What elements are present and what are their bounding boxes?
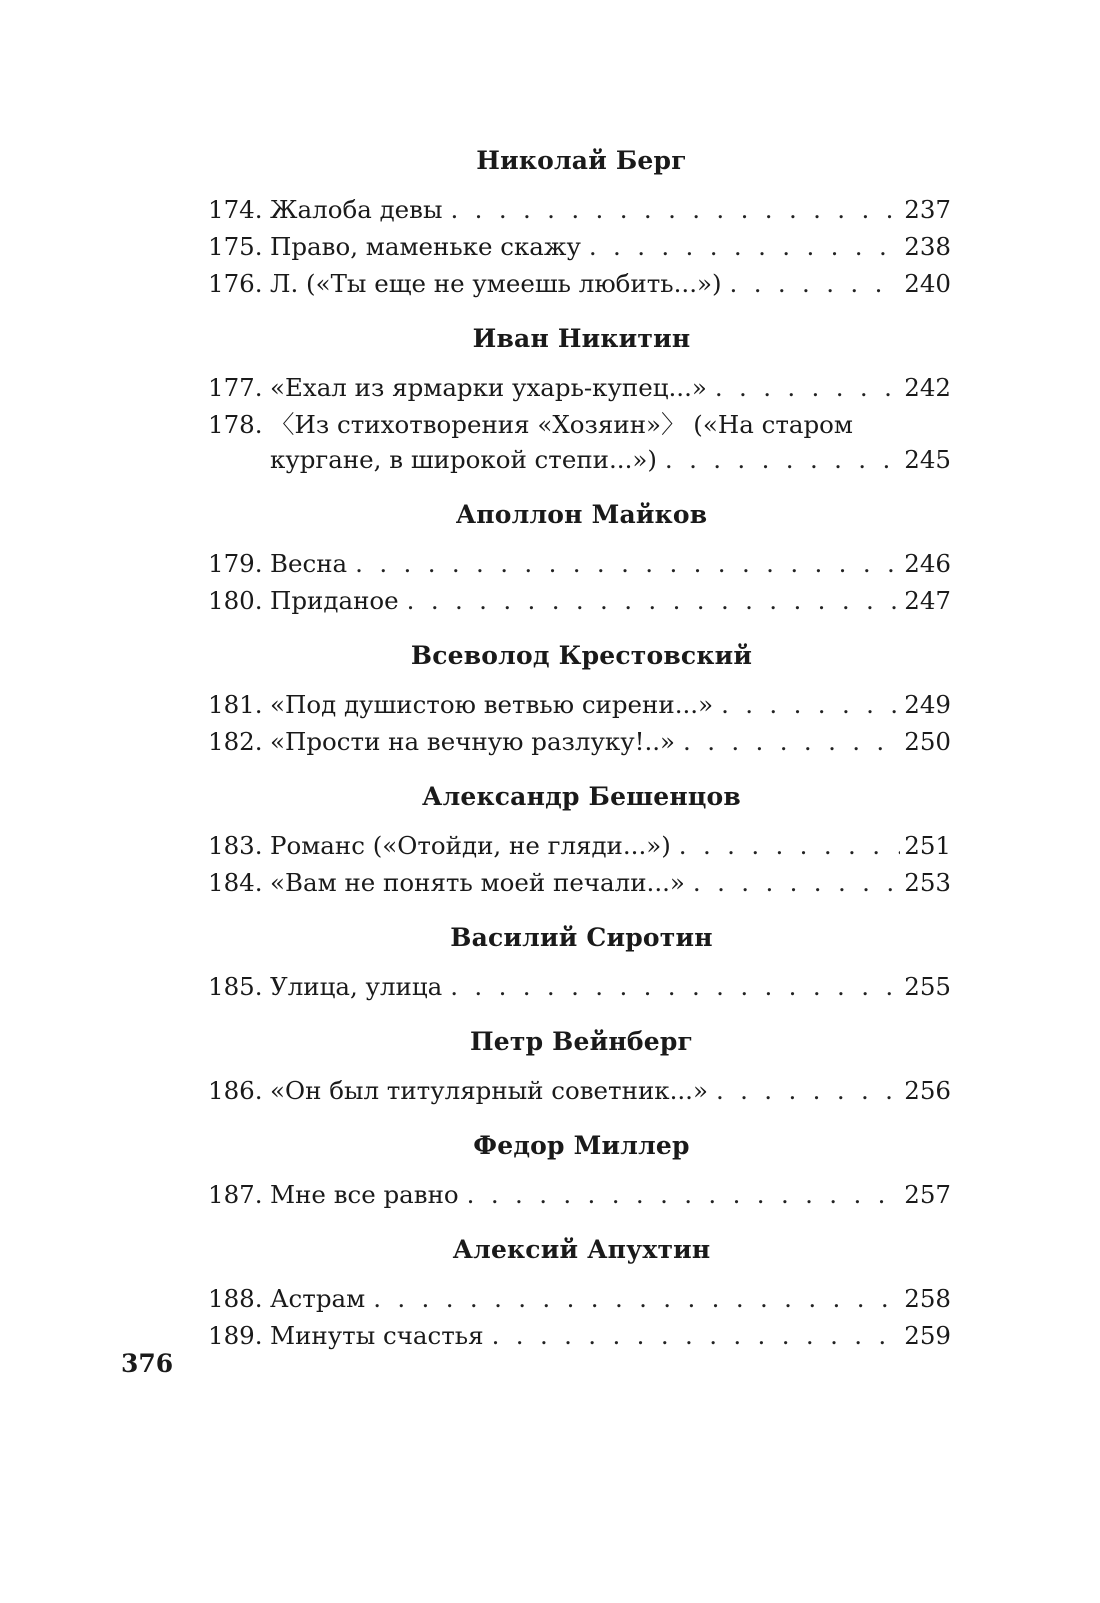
entry-title: «Он был титулярный советник...» <box>270 1076 708 1105</box>
toc-entry[interactable] <box>208 191 951 228</box>
entry-page-number: 251 <box>904 831 951 860</box>
author-heading: Василий Сиротин <box>450 923 713 952</box>
toc-entry[interactable] <box>208 864 951 901</box>
toc-entry[interactable] <box>208 1072 951 1109</box>
toc-entry[interactable] <box>208 827 951 864</box>
author-heading: Федор Миллер <box>473 1131 690 1160</box>
dot-leader <box>373 1280 900 1317</box>
entry-title: «Под душистою ветвью сирени...» <box>270 690 714 719</box>
entry-page-number: 240 <box>904 269 951 298</box>
entry-title: Романс («Отойди, не гляди...») <box>270 831 671 860</box>
dot-leader <box>715 369 900 406</box>
dot-leader <box>467 1176 901 1213</box>
toc-section <box>208 497 951 619</box>
entry-page-number: 245 <box>904 445 951 474</box>
entry-number: 175. <box>208 232 263 261</box>
toc-entry[interactable] <box>208 582 951 619</box>
entry-title: Улица, улица <box>270 972 443 1001</box>
entry-title: «Прости на вечную разлуку!..» <box>270 727 676 756</box>
author-heading: Алексий Апухтин <box>452 1235 711 1264</box>
entry-page-number: 247 <box>904 586 951 615</box>
toc-section <box>208 1128 951 1213</box>
entry-number: 185. <box>208 972 263 1001</box>
entry-title: «Ехал из ярмарки ухарь-купец...» <box>270 373 707 402</box>
toc-entry[interactable] <box>208 228 951 265</box>
dot-leader <box>730 265 901 302</box>
dot-leader <box>683 723 900 760</box>
entry-page-number: 250 <box>904 727 951 756</box>
table-of-contents <box>208 143 951 1354</box>
entry-page-number: 249 <box>904 690 951 719</box>
dot-leader <box>450 191 900 228</box>
entry-page-number: 238 <box>904 232 951 261</box>
entry-page-number: 259 <box>904 1321 951 1350</box>
toc-entry[interactable] <box>208 723 951 760</box>
toc-entry[interactable] <box>208 968 951 1005</box>
entry-title: «Вам не понять моей печали...» <box>270 868 685 897</box>
entry-page-number: 253 <box>904 868 951 897</box>
entry-page-number: 242 <box>904 373 951 402</box>
toc-entry[interactable] <box>208 1317 951 1354</box>
page-number: 376 <box>121 1349 174 1378</box>
dot-leader <box>721 686 900 723</box>
dot-leader <box>679 827 900 864</box>
author-heading: Александр Бешенцов <box>422 782 741 811</box>
dot-leader <box>492 1317 901 1354</box>
dot-leader <box>716 1072 900 1109</box>
entry-number: 178. <box>208 410 263 439</box>
entry-title: Жалоба девы <box>270 195 443 224</box>
author-heading: Всеволод Крестовский <box>410 641 753 670</box>
toc-section <box>208 779 951 901</box>
entry-title: Право, маменьке скажу <box>270 232 581 261</box>
entry-title: Весна <box>270 549 348 578</box>
toc-section <box>208 920 951 1005</box>
toc-section <box>208 321 951 478</box>
entry-page-number: 237 <box>904 195 951 224</box>
entry-number: 174. <box>208 195 263 224</box>
entry-number: 188. <box>208 1284 263 1313</box>
author-heading: Петр Вейнберг <box>469 1027 694 1056</box>
entry-number: 177. <box>208 373 263 402</box>
toc-entry[interactable] <box>208 265 951 302</box>
entry-number: 179. <box>208 549 263 578</box>
toc-section <box>208 1024 951 1109</box>
entry-title: Мне все равно <box>270 1180 459 1209</box>
entry-title: Приданое <box>270 586 399 615</box>
dot-leader <box>355 545 900 582</box>
entry-page-number: 256 <box>904 1076 951 1105</box>
dot-leader <box>407 582 901 619</box>
entry-title: кургане, в широкой степи...») <box>270 445 657 474</box>
toc-section <box>208 143 951 302</box>
entry-page-number: 257 <box>904 1180 951 1209</box>
entry-page-number: 258 <box>904 1284 951 1313</box>
entry-number: 181. <box>208 690 263 719</box>
dot-leader <box>693 864 900 901</box>
toc-entry[interactable] <box>208 1176 951 1213</box>
dot-leader <box>450 968 900 1005</box>
entry-title: Минуты счастья <box>270 1321 484 1350</box>
entry-title: Л. («Ты еще не умеешь любить...») <box>270 269 722 298</box>
entry-page-number: 246 <box>904 549 951 578</box>
toc-entry[interactable] <box>208 1280 951 1317</box>
author-heading: Иван Никитин <box>472 324 691 353</box>
entry-page-number: 255 <box>904 972 951 1001</box>
entry-number: 186. <box>208 1076 263 1105</box>
dot-leader <box>589 228 900 265</box>
toc-entry[interactable] <box>208 406 951 478</box>
entry-number: 187. <box>208 1180 263 1209</box>
dot-leader <box>665 441 900 478</box>
toc-section <box>208 1232 951 1354</box>
entry-number: 189. <box>208 1321 263 1350</box>
entry-number: 180. <box>208 586 263 615</box>
author-heading: Аполлон Майков <box>455 500 708 529</box>
entry-number: 184. <box>208 868 263 897</box>
toc-section <box>208 638 951 760</box>
entry-number: 183. <box>208 831 263 860</box>
entry-number: 176. <box>208 269 263 298</box>
toc-entry[interactable] <box>208 369 951 406</box>
entry-title: Астрам <box>270 1284 366 1313</box>
entry-title-line: 〈Из стихотворения «Хозяин»〉 («На старом <box>270 410 853 439</box>
toc-entry[interactable] <box>208 686 951 723</box>
toc-entry[interactable] <box>208 545 951 582</box>
author-heading: Николай Берг <box>476 146 687 175</box>
entry-number: 182. <box>208 727 263 756</box>
